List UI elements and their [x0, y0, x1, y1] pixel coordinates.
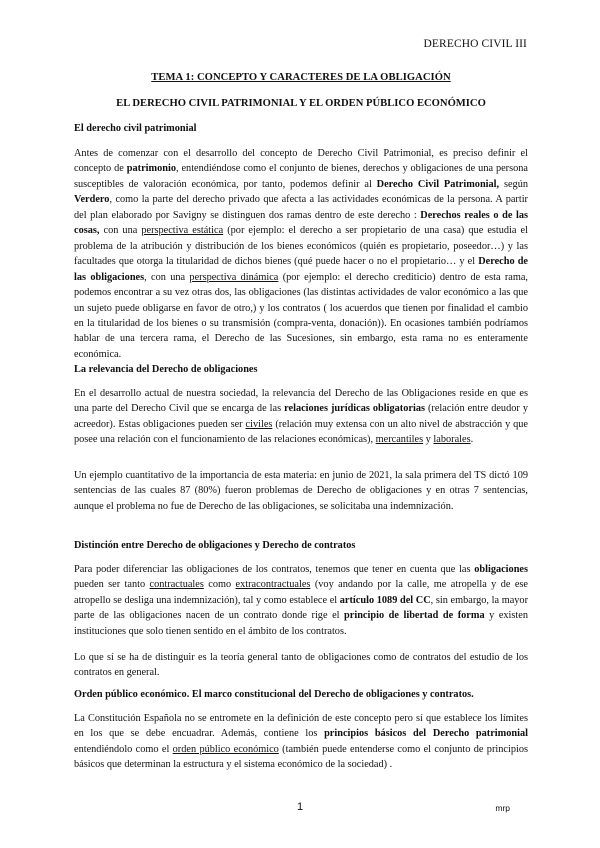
- running-header: DERECHO CIVIL III: [423, 38, 527, 50]
- heading-relevancia: La relevancia del Derecho de obligaciones: [74, 364, 258, 375]
- author-initials: mrp: [495, 803, 510, 813]
- paragraph-orden-publico: La Constitución Española no se entromete en la definición de este concepto pero sí que establece los límites en los que se debe encuadrar. Además, contiene los principios básicos del Derecho patrimonial entendiéndolo como el orden público económico (también puede entenderse como el conjunto de principios básicos que determinan la estructura y el sistema económico de la sociedad) .: [74, 713, 528, 771]
- section-subtitle: EL DERECHO CIVIL PATRIMONIAL Y EL ORDEN PÚBLICO ECONÓMICO: [116, 98, 486, 109]
- paragraph-ejemplo-cuantitativo: Un ejemplo cuantitativo de la importancia de esta materia: en junio de 2021, la sala primera del TS dictó 109 sentencias de las cuales 87 (80%) fueron problemas de Derecho de obligaciones y en otras 7 sentencias, aunque el problema no fue de Derecho de las obligaciones, se solicitaba una indemnización.: [74, 470, 528, 512]
- paragraph-distincion: Para poder diferenciar las obligaciones de los contratos, tenemos que tener en cuenta que las obligaciones pueden ser tanto contractuales como extracontractuales (voy andando por la calle, me atropella y de ese atropello se desliga una indemnización), tal y como establece el artículo 1089 del CC, sin embargo, la mayor parte de las obligaciones nacen de un contrato donde rige el principio de libertad de forma y existen instituciones que solo tienen sentido en el ámbito de los contratos.: [74, 564, 528, 637]
- heading-distincion: Distinción entre Derecho de obligaciones y Derecho de contratos: [74, 540, 356, 551]
- heading-derecho-civil-patrimonial: El derecho civil patrimonial: [74, 123, 197, 134]
- paragraph-teoria-general: Lo que sí se ha de distinguir es la teoría general tanto de obligaciones como de contratos del estudio de los contratos en general.: [74, 652, 528, 679]
- paragraph-relevancia: En el desarrollo actual de nuestra sociedad, la relevancia del Derecho de las Obligaciones reside en que es una parte del Derecho Civil que se encarga de las relaciones jurídicas obligatorias (relación entre deudor y acreedor). Estas obligaciones pueden ser civiles (relación muy extensa con un alto nivel de abstracción y que posee una relación con el funcionamiento de las relaciones económicas), mercantiles y laborales.: [74, 388, 528, 446]
- heading-orden-publico: Orden público económico. El marco constitucional del Derecho de obligaciones y contratos.: [74, 689, 474, 700]
- page-number: 1: [296, 801, 304, 813]
- paragraph-patrimonio: Antes de comenzar con el desarrollo del concepto de Derecho Civil Patrimonial, es preciso definir el concepto de patrimonio, entendiéndose como el conjunto de bienes, derechos y obligaciones de una persona susceptibles de valoración económica, por tanto, podemos definir al Derecho Civil Patrimonial, según Verdero, como la parte del derecho privado que afecta a las actividades económicas de la persona. A partir del plan elaborado por Savigny se distinguen dos ramas dentro de este derecho : Derechos reales o de las cosas, con una perspectiva estática (por ejemplo: el derecho a ser propietario de una casa) que estudia el problema de la atribución y distribución de los bienes económicos (quién es propietario, poseedor…) y las facultades que otorga la titularidad de dichos bienes (qué puede hacer o no el propietario… y el Derecho de las obligaciones, con una perspectiva dinámica (por ejemplo: el derecho crediticio) dentro de esta rama, podemos encontrar a su vez otras dos, las obligaciones (las distintas actividades de valor económico a las que un sujeto puede obligarse en favor de otro,) y los contratos ( los acuerdos que tienen por finalidad el cambio en la titularidad de los bienes o su transmisión (compra-venta, donación)). En ocasiones también podríamos hablar de una tercera rama, el Derecho de las Sucesiones, sin embargo, esta rama no es enteramente económica.: [74, 148, 528, 360]
- chapter-title: TEMA 1: CONCEPTO Y CARACTERES DE LA OBLIGACIÓN: [151, 72, 451, 83]
